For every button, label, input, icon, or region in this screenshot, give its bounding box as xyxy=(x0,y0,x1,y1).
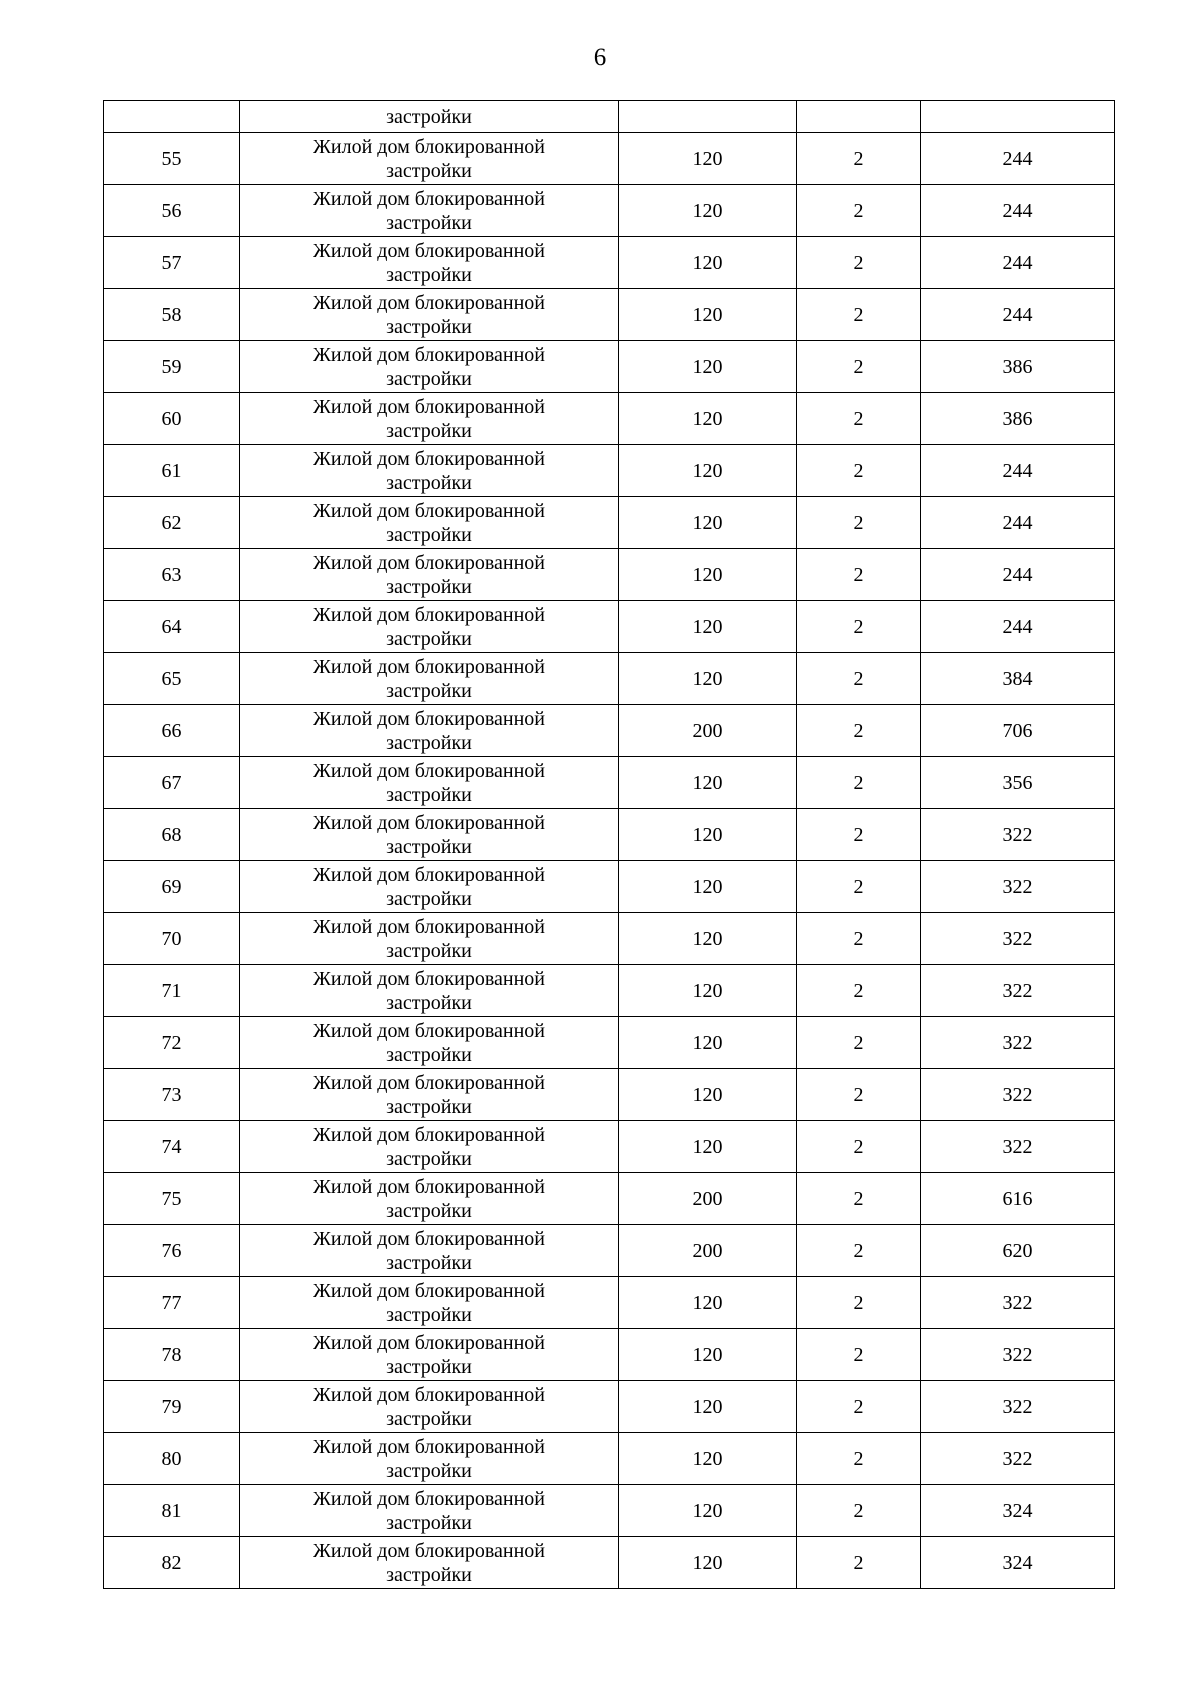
building-type-line2: застройки xyxy=(386,1147,472,1170)
building-type-cell xyxy=(240,289,619,341)
building-type-line2: застройки xyxy=(386,1459,472,1482)
value-cell: 322 xyxy=(921,913,1115,965)
area-cell: 120 xyxy=(619,289,797,341)
building-type-line1: Жилой дом блокированной xyxy=(312,291,545,314)
value-cell: 322 xyxy=(921,1069,1115,1121)
building-type-line1: Жилой дом блокированной xyxy=(312,967,545,990)
area-cell: 120 xyxy=(619,653,797,705)
value-cell: 322 xyxy=(921,1381,1115,1433)
floors-cell: 2 xyxy=(797,861,921,913)
continuation-name-cell: застройки xyxy=(240,101,619,133)
table-row xyxy=(104,1537,1115,1589)
row-number-cell: 69 xyxy=(104,861,240,913)
area-cell: 120 xyxy=(619,913,797,965)
area-cell: 120 xyxy=(619,809,797,861)
building-type-line2: застройки xyxy=(386,419,472,442)
table-row xyxy=(104,445,1115,497)
building-type-line2: застройки xyxy=(386,315,472,338)
row-number-cell: 59 xyxy=(104,341,240,393)
table-row xyxy=(104,757,1115,809)
floors-cell: 2 xyxy=(797,1069,921,1121)
row-number-cell: 66 xyxy=(104,705,240,757)
area-cell: 120 xyxy=(619,1381,797,1433)
area-cell: 120 xyxy=(619,757,797,809)
table-row xyxy=(104,913,1115,965)
area-cell: 120 xyxy=(619,1121,797,1173)
building-type-cell xyxy=(240,1121,619,1173)
floors-cell: 2 xyxy=(797,1329,921,1381)
table-row xyxy=(104,1485,1115,1537)
floors-cell: 2 xyxy=(797,965,921,1017)
area-cell: 120 xyxy=(619,1537,797,1589)
floors-cell: 2 xyxy=(797,913,921,965)
building-type-line2: застройки xyxy=(386,835,472,858)
building-type-line1: Жилой дом блокированной xyxy=(312,1071,545,1094)
area-cell: 120 xyxy=(619,1069,797,1121)
table-row xyxy=(104,1225,1115,1277)
building-type-cell xyxy=(240,757,619,809)
area-cell: 200 xyxy=(619,1225,797,1277)
value-cell: 324 xyxy=(921,1537,1115,1589)
floors-cell: 2 xyxy=(797,1277,921,1329)
building-type-line1: Жилой дом блокированной xyxy=(312,1227,545,1250)
building-type-cell xyxy=(240,393,619,445)
row-number-cell: 72 xyxy=(104,1017,240,1069)
table-row xyxy=(104,1277,1115,1329)
building-type-line2: застройки xyxy=(386,1251,472,1274)
building-type-line1: Жилой дом блокированной xyxy=(312,915,545,938)
row-number-cell: 67 xyxy=(104,757,240,809)
row-number-cell: 75 xyxy=(104,1173,240,1225)
building-type-cell xyxy=(240,1225,619,1277)
floors-cell: 2 xyxy=(797,1121,921,1173)
building-type-line2: застройки xyxy=(386,1563,472,1586)
building-type-line2: застройки xyxy=(386,1355,472,1378)
building-type-cell xyxy=(240,237,619,289)
building-type-line2: застройки xyxy=(386,367,472,390)
area-cell: 120 xyxy=(619,965,797,1017)
building-type-cell xyxy=(240,1381,619,1433)
table-row xyxy=(104,393,1115,445)
area-cell: 120 xyxy=(619,1329,797,1381)
table-row xyxy=(104,1121,1115,1173)
row-number-cell: 70 xyxy=(104,913,240,965)
value-cell: 244 xyxy=(921,601,1115,653)
building-type-line2: застройки xyxy=(386,1303,472,1326)
table-row xyxy=(104,549,1115,601)
building-type-cell xyxy=(240,549,619,601)
value-cell: 322 xyxy=(921,1433,1115,1485)
area-cell: 120 xyxy=(619,393,797,445)
area-cell: 120 xyxy=(619,341,797,393)
table-row xyxy=(104,1329,1115,1381)
building-type-line1: Жилой дом блокированной xyxy=(312,1331,545,1354)
building-type-line2: застройки xyxy=(386,159,472,182)
floors-cell: 2 xyxy=(797,653,921,705)
building-type-line1: Жилой дом блокированной xyxy=(312,603,545,626)
area-cell: 200 xyxy=(619,1173,797,1225)
row-number-cell: 76 xyxy=(104,1225,240,1277)
building-type-line1: Жилой дом блокированной xyxy=(312,239,545,262)
table-row xyxy=(104,653,1115,705)
value-cell: 322 xyxy=(921,965,1115,1017)
row-number-cell: 80 xyxy=(104,1433,240,1485)
row-number-cell: 77 xyxy=(104,1277,240,1329)
building-type-line1: Жилой дом блокированной xyxy=(312,1435,545,1458)
row-number-cell: 57 xyxy=(104,237,240,289)
area-cell: 120 xyxy=(619,1485,797,1537)
table-row xyxy=(104,1381,1115,1433)
floors-cell: 2 xyxy=(797,1381,921,1433)
floors-cell: 2 xyxy=(797,1225,921,1277)
row-number-cell: 60 xyxy=(104,393,240,445)
building-type-cell xyxy=(240,653,619,705)
row-number-cell: 81 xyxy=(104,1485,240,1537)
building-type-line1: Жилой дом блокированной xyxy=(312,759,545,782)
building-type-line2: застройки xyxy=(386,939,472,962)
continuation-area-cell xyxy=(619,101,797,133)
floors-cell: 2 xyxy=(797,497,921,549)
building-type-line2: застройки xyxy=(386,887,472,910)
building-type-line1: Жилой дом блокированной xyxy=(312,447,545,470)
value-cell: 322 xyxy=(921,1121,1115,1173)
building-type-line1: Жилой дом блокированной xyxy=(312,1019,545,1042)
building-type-cell xyxy=(240,861,619,913)
value-cell: 244 xyxy=(921,549,1115,601)
value-cell: 244 xyxy=(921,289,1115,341)
row-number-cell: 78 xyxy=(104,1329,240,1381)
table-body xyxy=(104,101,1115,1589)
table-row xyxy=(104,341,1115,393)
area-cell: 120 xyxy=(619,133,797,185)
table-row xyxy=(104,965,1115,1017)
value-cell: 322 xyxy=(921,809,1115,861)
table-row xyxy=(104,861,1115,913)
building-type-line1: Жилой дом блокированной xyxy=(312,863,545,886)
row-number-cell: 58 xyxy=(104,289,240,341)
building-type-cell xyxy=(240,445,619,497)
value-cell: 244 xyxy=(921,237,1115,289)
floors-cell: 2 xyxy=(797,809,921,861)
area-cell: 120 xyxy=(619,237,797,289)
building-type-line1: Жилой дом блокированной xyxy=(312,1123,545,1146)
building-type-line2: застройки xyxy=(386,1199,472,1222)
building-type-line2: застройки xyxy=(386,679,472,702)
value-cell: 386 xyxy=(921,341,1115,393)
building-type-cell xyxy=(240,133,619,185)
floors-cell: 2 xyxy=(797,705,921,757)
value-cell: 386 xyxy=(921,393,1115,445)
building-type-cell xyxy=(240,1017,619,1069)
area-cell: 120 xyxy=(619,1017,797,1069)
building-type-cell xyxy=(240,497,619,549)
buildings-table xyxy=(103,100,1115,1589)
building-type-line2: застройки xyxy=(386,627,472,650)
building-type-cell xyxy=(240,1433,619,1485)
building-type-line1: Жилой дом блокированной xyxy=(312,499,545,522)
building-type-line2: застройки xyxy=(386,471,472,494)
building-type-line2: застройки xyxy=(386,1511,472,1534)
building-type-cell xyxy=(240,1277,619,1329)
value-cell: 322 xyxy=(921,1017,1115,1069)
building-type-cell xyxy=(240,1537,619,1589)
value-cell: 322 xyxy=(921,861,1115,913)
row-number-cell: 63 xyxy=(104,549,240,601)
building-type-line2: застройки xyxy=(386,211,472,234)
continuation-row xyxy=(104,101,1115,133)
floors-cell: 2 xyxy=(797,1537,921,1589)
building-type-line1: Жилой дом блокированной xyxy=(312,1383,545,1406)
table-row xyxy=(104,1069,1115,1121)
building-type-line1: Жилой дом блокированной xyxy=(312,551,545,574)
building-type-line1: Жилой дом блокированной xyxy=(312,1175,545,1198)
value-cell: 322 xyxy=(921,1277,1115,1329)
building-type-line1: Жилой дом блокированной xyxy=(312,655,545,678)
building-type-line1: Жилой дом блокированной xyxy=(312,707,545,730)
building-type-cell xyxy=(240,809,619,861)
table-row xyxy=(104,705,1115,757)
floors-cell: 2 xyxy=(797,341,921,393)
building-type-cell xyxy=(240,601,619,653)
value-cell: 384 xyxy=(921,653,1115,705)
floors-cell: 2 xyxy=(797,549,921,601)
building-type-line1: Жилой дом блокированной xyxy=(312,1539,545,1562)
building-type-line2: застройки xyxy=(386,263,472,286)
area-cell: 120 xyxy=(619,1433,797,1485)
row-number-cell: 65 xyxy=(104,653,240,705)
building-type-line1: Жилой дом блокированной xyxy=(312,811,545,834)
building-type-line2: застройки xyxy=(386,575,472,598)
table-row xyxy=(104,1433,1115,1485)
floors-cell: 2 xyxy=(797,393,921,445)
building-type-line2: застройки xyxy=(386,1043,472,1066)
building-type-line1: Жилой дом блокированной xyxy=(312,1487,545,1510)
building-type-line1: Жилой дом блокированной xyxy=(312,343,545,366)
area-cell: 120 xyxy=(619,445,797,497)
row-number-cell: 79 xyxy=(104,1381,240,1433)
value-cell: 244 xyxy=(921,133,1115,185)
floors-cell: 2 xyxy=(797,445,921,497)
area-cell: 120 xyxy=(619,861,797,913)
area-cell: 120 xyxy=(619,185,797,237)
floors-cell: 2 xyxy=(797,289,921,341)
row-number-cell: 82 xyxy=(104,1537,240,1589)
building-type-cell xyxy=(240,705,619,757)
area-cell: 200 xyxy=(619,705,797,757)
floors-cell: 2 xyxy=(797,1433,921,1485)
floors-cell: 2 xyxy=(797,1173,921,1225)
table-row xyxy=(104,133,1115,185)
row-number-cell: 61 xyxy=(104,445,240,497)
value-cell: 244 xyxy=(921,497,1115,549)
building-type-cell xyxy=(240,965,619,1017)
floors-cell: 2 xyxy=(797,1017,921,1069)
row-number-cell: 68 xyxy=(104,809,240,861)
floors-cell: 2 xyxy=(797,757,921,809)
value-cell: 706 xyxy=(921,705,1115,757)
building-type-line1: Жилой дом блокированной xyxy=(312,395,545,418)
building-type-line2: застройки xyxy=(386,1407,472,1430)
building-type-line1: Жилой дом блокированной xyxy=(312,135,545,158)
table-row xyxy=(104,237,1115,289)
row-number-cell: 73 xyxy=(104,1069,240,1121)
value-cell: 324 xyxy=(921,1485,1115,1537)
building-type-line1: Жилой дом блокированной xyxy=(312,187,545,210)
page-number: 6 xyxy=(593,44,607,71)
area-cell: 120 xyxy=(619,549,797,601)
building-type-cell xyxy=(240,1329,619,1381)
building-type-line2: застройки xyxy=(386,783,472,806)
row-number-cell: 56 xyxy=(104,185,240,237)
row-number-cell: 55 xyxy=(104,133,240,185)
value-cell: 616 xyxy=(921,1173,1115,1225)
table-row xyxy=(104,809,1115,861)
building-type-line2: застройки xyxy=(386,1095,472,1118)
row-number-cell: 62 xyxy=(104,497,240,549)
building-type-cell xyxy=(240,1485,619,1537)
building-type-cell xyxy=(240,341,619,393)
table-row xyxy=(104,1017,1115,1069)
continuation-num-cell xyxy=(104,101,240,133)
continuation-floors-cell xyxy=(797,101,921,133)
area-cell: 120 xyxy=(619,497,797,549)
table-row xyxy=(104,289,1115,341)
value-cell: 244 xyxy=(921,445,1115,497)
building-type-line2: застройки xyxy=(386,731,472,754)
row-number-cell: 74 xyxy=(104,1121,240,1173)
area-cell: 120 xyxy=(619,1277,797,1329)
building-type-cell xyxy=(240,1069,619,1121)
building-type-line2: застройки xyxy=(386,523,472,546)
floors-cell: 2 xyxy=(797,237,921,289)
value-cell: 322 xyxy=(921,1329,1115,1381)
floors-cell: 2 xyxy=(797,601,921,653)
value-cell: 356 xyxy=(921,757,1115,809)
row-number-cell: 71 xyxy=(104,965,240,1017)
continuation-value-cell xyxy=(921,101,1115,133)
floors-cell: 2 xyxy=(797,133,921,185)
building-type-cell xyxy=(240,1173,619,1225)
table-row xyxy=(104,1173,1115,1225)
table-row xyxy=(104,601,1115,653)
building-type-cell xyxy=(240,913,619,965)
building-type-line1: Жилой дом блокированной xyxy=(312,1279,545,1302)
area-cell: 120 xyxy=(619,601,797,653)
value-cell: 620 xyxy=(921,1225,1115,1277)
floors-cell: 2 xyxy=(797,185,921,237)
floors-cell: 2 xyxy=(797,1485,921,1537)
table-row xyxy=(104,497,1115,549)
row-number-cell: 64 xyxy=(104,601,240,653)
building-type-cell xyxy=(240,185,619,237)
value-cell: 244 xyxy=(921,185,1115,237)
building-type-line2: застройки xyxy=(386,991,472,1014)
table-row xyxy=(104,185,1115,237)
